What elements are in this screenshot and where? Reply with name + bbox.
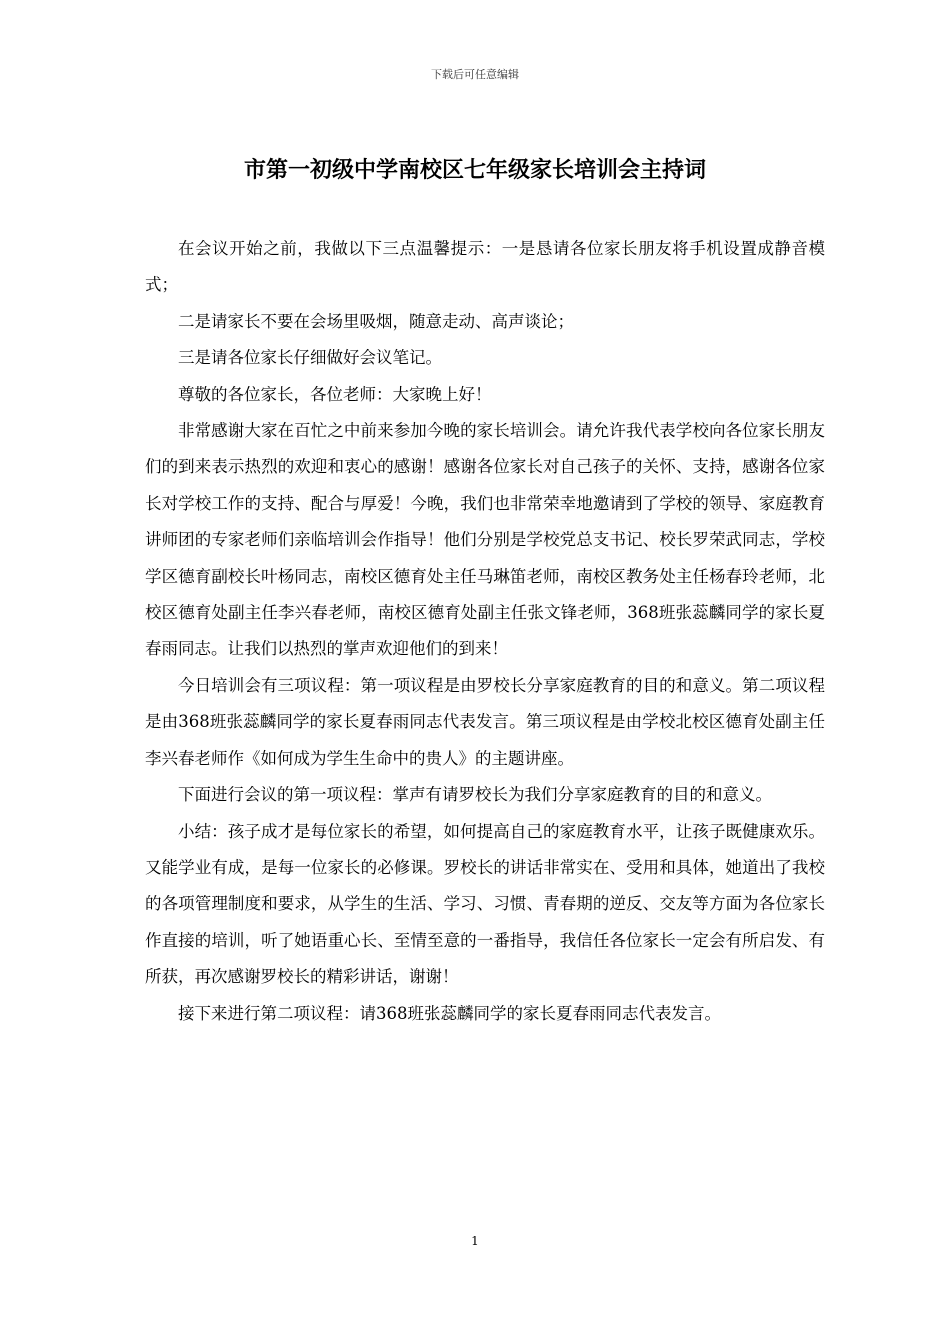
paragraph-item-one: 下面进行会议的第一项议程：掌声有请罗校长为我们分享家庭教育的目的和意义。: [178, 785, 772, 805]
paragraph-reminder-2: 二是请家长不要在会场里吸烟，随意走动、高声谈论；: [178, 311, 574, 331]
paragraph-item-two: 接下来进行第二项议程：请368班张蕊麟同学的家长夏春雨同志代表发言。: [178, 1003, 721, 1023]
paragraph-greeting: 尊敬的各位家长，各位老师：大家晚上好！: [178, 384, 492, 404]
page-number: 1: [471, 1234, 479, 1248]
document-title: 市第一初级中学南校区七年级家长培训会主持词: [243, 157, 706, 183]
document-body: [145, 231, 825, 1032]
header-note: 下载后可任意编辑: [431, 68, 519, 81]
paragraph-reminder-1: 在会议开始之前，我做以下三点温馨提示：一是恳请各位家长朋友将手机设置成静音模式；: [145, 239, 825, 295]
paragraph-summary: 小结：孩子成才是每位家长的希望，如何提高自己的家庭教育水平，让孩子既健康欢乐。又能学业有成，是每一位家长的必修课。罗校长的讲话非常实在、受用和具体，她道出了我校的各项管理制度和要求，从学生的生活、学习、习惯、青春期的逆反、交友等方面为各位家长作直接的培训，听了她语重心长、至情至意的一番指导，我信任各位家长一定会有所启发、有所获，再次感谢罗校长的精彩讲话，谢谢！: [145, 821, 825, 987]
paragraph-agenda: 今日培训会有三项议程：第一项议程是由罗校长分享家庭教育的目的和意义。第二项议程是由368班张蕊麟同学的家长夏春雨同志代表发言。第三项议程是由学校北校区德育处副主任李兴春老师作《如何成为学生生命中的贵人》的主题讲座。: [145, 675, 825, 768]
paragraph-welcome: 非常感谢大家在百忙之中前来参加今晚的家长培训会。请允许我代表学校向各位家长朋友们的到来表示热烈的欢迎和衷心的感谢！感谢各位家长对自己孩子的关怀、支持，感谢各位家长对学校工作的支持、配合与厚爱！今晚，我们也非常荣幸地邀请到了学校的领导、家庭教育讲师团的专家老师们亲临培训会作指导！他们分别是学校党总支书记、校长罗荣武同志，学校学区德育副校长叶杨同志，南校区德育处主任马琳笛老师，南校区教务处主任杨春玲老师，北校区德育处副主任李兴春老师，南校区德育处副主任张文锋老师，368班张蕊麟同学的家长夏春雨同志。让我们以热烈的掌声欢迎他们的到来！: [145, 421, 825, 659]
paragraph-reminder-3: 三是请各位家长仔细做好会议笔记。: [178, 348, 442, 368]
